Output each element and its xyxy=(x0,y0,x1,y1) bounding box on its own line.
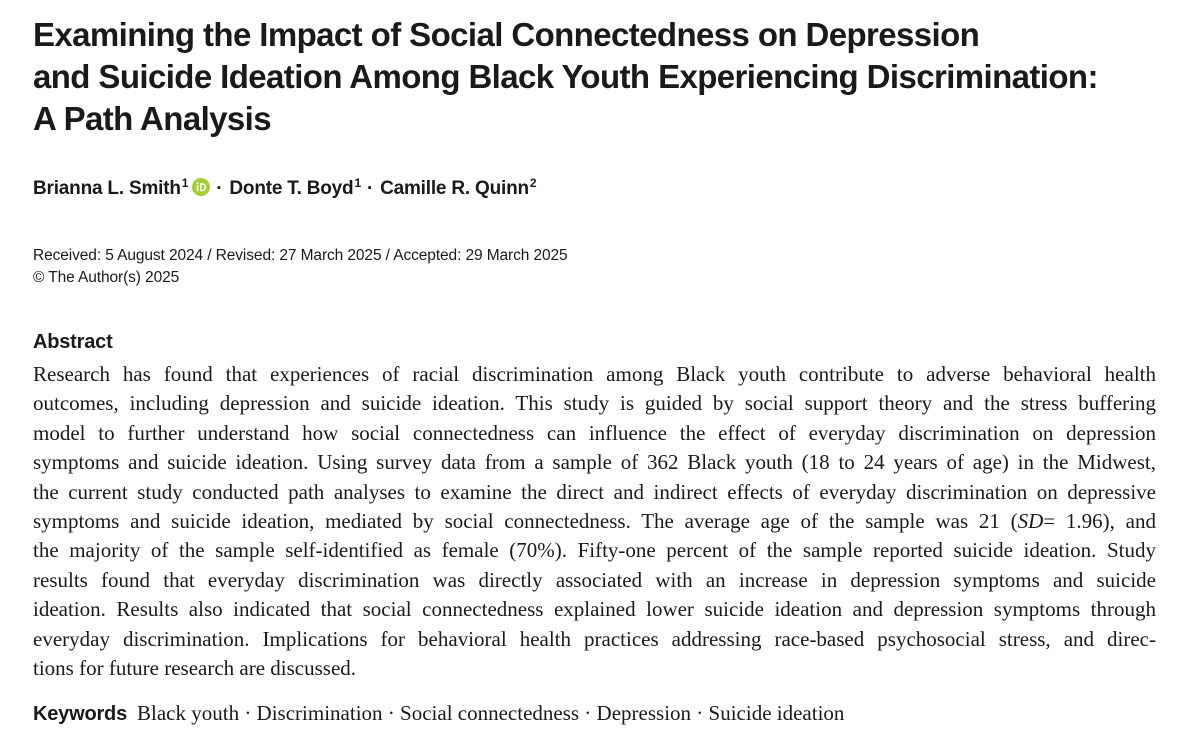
abstract-line: outcomes, including depression and suicide ideation. This study is guided by social support theory and the stress buffering xyxy=(33,391,1156,416)
abstract-heading: Abstract xyxy=(33,331,113,353)
author-3-name: Camille R. Quinn xyxy=(380,178,529,199)
title-line-2: and Suicide Ideation Among Black Youth Experiencing Discrimination: xyxy=(33,58,1098,95)
sd-value: = 1.96), and xyxy=(1043,509,1156,534)
author-2[interactable] xyxy=(229,178,361,200)
abstract-line-sd-text: symptoms and suicide ideation, mediated by social connectedness. The average age of the sample was 21 ( xyxy=(33,509,1018,534)
abstract-line: ideation. Results also indicated that social connectedness explained lower suicide ideation and depression symptoms through xyxy=(33,597,1156,622)
abstract-line: the majority of the sample self-identified as female (70%). Fifty-one percent of the sample reported suicide ideation. Study xyxy=(33,538,1156,563)
abstract-line: tions for future research are discussed. xyxy=(33,656,357,681)
author-3-affiliation: 2 xyxy=(529,176,537,190)
orcid-icon[interactable] xyxy=(192,178,210,196)
abstract-line: results found that everyday discrimination was directly associated with an increase in depression symptoms and suicide xyxy=(33,567,1156,592)
publication-dates xyxy=(33,245,568,289)
abstract-body xyxy=(33,360,1156,683)
author-separator: · xyxy=(366,178,374,199)
author-1-affiliation: 1 xyxy=(181,176,189,190)
author-3[interactable] xyxy=(380,178,536,200)
abstract-line: model to further understand how social connectedness can influence the effect of everyday discrimination on depression xyxy=(33,420,1156,445)
abstract-line: Research has found that experiences of racial discrimination among Black youth contribute to adverse behavioral health xyxy=(33,362,1156,386)
abstract-line: everyday discrimination. Implications for behavioral health practices addressing race-based psychosocial stress, and direc- xyxy=(33,626,1156,651)
author-list xyxy=(33,176,536,200)
copyright-line: © The Author(s) 2025 xyxy=(33,269,180,286)
keywords-section xyxy=(33,701,844,726)
author-1[interactable] xyxy=(33,178,188,200)
title-line-3: A Path Analysis xyxy=(33,100,271,137)
article-title xyxy=(33,14,1153,140)
keywords-list: Black youth · Discrimination · Social connectedness · Depression · Suicide ideation xyxy=(137,701,845,725)
sd-italic: SD xyxy=(1017,509,1044,534)
keywords-label: Keywords xyxy=(33,703,127,725)
author-separator: · xyxy=(216,178,223,199)
abstract-line: symptoms and suicide ideation. Using survey data from a sample of 362 Black youth (18 to 24 years of age) in the Midwest, xyxy=(33,450,1156,475)
abstract-line: the current study conducted path analyses to examine the direct and indirect effects of everyday discrimination on depressive xyxy=(33,479,1156,504)
abstract-line-sd xyxy=(33,507,1156,536)
title-line-1: Examining the Impact of Social Connectedness on Depression xyxy=(33,16,980,53)
author-1-name: Brianna L. Smith xyxy=(33,178,181,199)
dates-line: Received: 5 August 2024 / Revised: 27 March 2025 / Accepted: 29 March 2025 xyxy=(33,247,568,264)
author-2-affiliation: 1 xyxy=(354,176,361,190)
author-2-name: Donte T. Boyd xyxy=(229,178,354,199)
